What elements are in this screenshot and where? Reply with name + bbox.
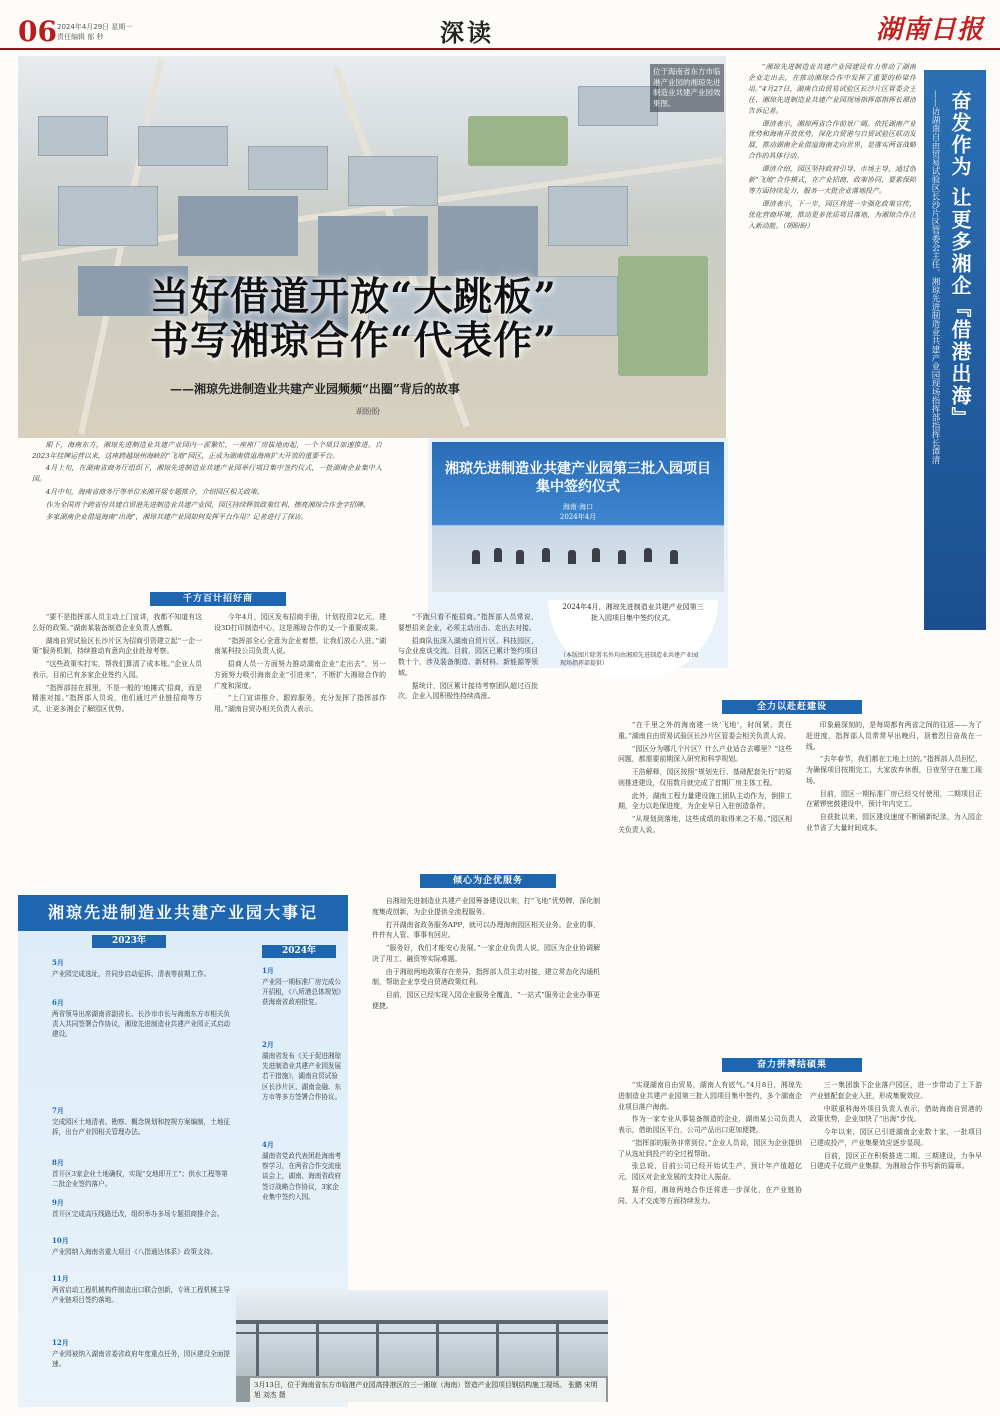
headline (150, 275, 710, 363)
body-paragraph: 作为一家专业从事装备制造的企业，湖南某公司负责人表示，借助园区平台，公司产品出口更加便捷。 (618, 1115, 802, 1135)
timeline-text: 产业园被纳入湖南省委省政府年度重点任务，园区建设全面提速。 (52, 1349, 231, 1369)
editor-credit: 责任编辑 郁 秒 (57, 33, 104, 41)
timeline-month: 4月 (262, 1140, 274, 1149)
subheadline: ——湘琼先进制造业共建产业园频频“出圈”背后的故事 (170, 382, 460, 396)
body-paragraph: “在千里之外的海南建一块‘飞地’，时间紧、责任重。”湖南自由贸易试验区长沙片区管委会相关负责人说。 (618, 721, 792, 740)
photo-caption (250, 1378, 606, 1402)
body-paragraph: “上门宣讲推介、跟踪服务，充分发挥了指挥部作用。”湖南自贸办相关负责人表示。 (214, 694, 386, 714)
newspaper-logo: 湖南日报 (876, 15, 985, 45)
body-paragraph: 据统计，园区累计接待考察团队超过百批次，企业入园积极性持续高涨。 (398, 681, 538, 701)
text-column (214, 612, 386, 884)
issue-date: 2024年4月29日 星期一 (57, 23, 133, 31)
body-paragraph: 打开湖南省政务服务APP，就可以办理海南园区相关业务。企业的事，件件有人管、事事有回应。 (372, 920, 600, 940)
timeline-month: 6月 (52, 998, 64, 1007)
headline-line-1: 当好借道开放“大跳板” (150, 274, 557, 320)
timeline-month: 10月 (52, 1236, 69, 1245)
timeline-entry (52, 1338, 232, 1369)
body-paragraph: 由于湘琼两地政策存在差异，指挥部人员主动对接，建立常态化沟通机制，帮助企业享受自贸港政策红利。 (372, 967, 600, 987)
interview-banner (924, 70, 986, 630)
intro-paragraph: 4月上旬，在湖南省商务厅组织下，湘琼先进制造业共建产业园举行项目集中签约仪式，一批湖南企业集中入园。 (32, 464, 382, 484)
photo-credit-note: （本版图片除署名外均由湘琼先进制造业共建产业园现场指挥部提供） (560, 652, 699, 668)
timeline-text: 产业园纳入海南省重大项目《八指通达体系》政策支持。 (52, 1247, 217, 1256)
timeline-entry (52, 1236, 232, 1257)
text-column (618, 1080, 802, 1404)
hero-caption: 位于海南省东方市临港产业园的湘琼先进制造业共建产业园效果图。 (650, 64, 724, 112)
text-column (372, 896, 600, 1284)
body-paragraph: 今年以来，园区已引进湖南企业数十家，一批项目已建成投产，产业集聚效应逐步显现。 (810, 1128, 982, 1147)
timeline-text: 产业园完成选址，并同步启动征拆、清表等前期工作。 (52, 969, 211, 978)
interview-subtitle: ——访湖南自由贸易试验区长沙片区管委会主任、湘琼先进制造业共建产业园现场指挥部指挥长谭清 (930, 90, 940, 464)
timeline-month: 5月 (52, 958, 64, 967)
body-paragraph: “园区分为哪几个片区？什么产业适合去哪里？”这些问题，都需要前期深入研究和科学规划。 (618, 744, 792, 764)
interview-paragraph: 谭清介绍，园区坚持政府引导、市场主导，通过创新“飞地”合作模式，在产业招商、政策协同、要素保障等方面持续发力，服务一大批企业落地投产。 (748, 165, 916, 195)
body-paragraph: “从规划到落地，这些成绩的取得来之不易。”园区相关负责人说。 (618, 815, 792, 834)
body-paragraph: 目前，园区一期标准厂房已经交付使用，二期项目正在紧锣密鼓建设中，预计年内完工。 (806, 789, 982, 809)
timeline-text: 首开区3家企业土地确权，实现“交地即开工”；供水工程等第二批企业签约落户。 (52, 1169, 228, 1189)
section-heading-recruit: 千方百计招好商 (150, 592, 286, 606)
timeline-month: 2月 (262, 1040, 274, 1049)
page-number: 06 (18, 15, 57, 48)
body-paragraph: 据介绍，湘琼两地合作还将进一步深化，在产业链协同、人才交流等方面持续发力。 (618, 1185, 802, 1205)
timeline-entry (52, 1198, 232, 1219)
body-paragraph: 王浩解释，园区按照“规划先行、基础配套先行”的原则推进建设，仅用数月就完成了首期厂房主体工程。 (618, 768, 792, 787)
section-heading-construction: 全力以赴赶建设 (722, 700, 862, 714)
signing-caption-text: 2024年4月，湘琼先进制造业共建产业园第三批入园项目集中签约仪式。 (562, 603, 704, 622)
timeline-entry (52, 998, 232, 1040)
intro-paragraph: 多家湖南企业借道海南“出海”，湘琼共建产业园如何发挥平台作用？记者进行了探访。 (45, 513, 308, 522)
timeline-entry (52, 958, 232, 979)
body-paragraph: 招商队伍深入湖南自贸片区、科技园区，与企业座谈交流。目前，园区已累计签约项目数十个，涉及装备制造、新材料、新能源等领域。 (398, 636, 538, 677)
signing-banner-meta (440, 502, 716, 522)
signing-date: 2024年4月 (559, 513, 597, 521)
intro-paragraph: 作为全国首个跨省份共建自贸港先进制造业共建产业园，园区持续释放政策红利、擦亮湘琼合作金字招牌。 (45, 500, 370, 509)
text-column (806, 720, 982, 1028)
body-paragraph: “指挥部挂在那里，不是一般的‘地摊式’招商，而是精准对接。”指挥部人员说，他们通过产业链招商等方式，让更多湘企了解园区优势。 (32, 683, 202, 714)
body-paragraph: “指挥部全心全意为企业着想，让我们放心入驻。”湖南某科技公司负责人说。 (214, 636, 386, 656)
body-paragraph: “不跑只看不能招商。”指挥部人员常说，要想招来企业，必须主动出击、走出去对接。 (398, 613, 538, 632)
signing-place: 海南·海口 (562, 503, 594, 511)
interview-paragraph: 谭清表示，下一步，园区将进一步强化政策宣传，优化营商环境，推动更多优质项目落地，为湘琼合作注入新动能。（胡盼盼） (748, 199, 916, 230)
timeline-month: 11月 (52, 1274, 69, 1283)
text-column (618, 720, 792, 1028)
body-paragraph: “这些政策实打实，帮我们算清了成本账。”企业人员表示，目前已有多家企业签约入园。 (32, 660, 202, 679)
byline: 胡盼盼 (356, 407, 380, 416)
timeline-title: 湘琼先进制造业共建产业园大事记 (18, 895, 348, 931)
body-paragraph: 湖南自贸试验区长沙片区为招商引资建立起“一企一策”服务机制，持续推动有意向企业赴琼考察。 (32, 636, 202, 656)
body-paragraph: 目前，园区已经实现入园企业服务全覆盖，“一站式”服务让企业办事更便捷。 (372, 991, 600, 1010)
text-column (810, 1080, 982, 1404)
date-line (57, 22, 137, 42)
timeline-text: 湖南省党政代表团赴海南考察学习，在两省合作交流座谈会上，湖南、海南省政府签订战略合作协议，3家企业集中签约入园。 (262, 1151, 342, 1201)
photo-caption-text: 3月13日，位于海南省东方市临港产业园高排港区的三一湘琼（海南）智造产业园项目钢结构施工现场。 (254, 1381, 567, 1389)
timeline-text: 完成园区土地清表、勘察、概念规划和控规方案编制，土地征拆，出台产业园相关管理办法。 (52, 1117, 231, 1137)
body-paragraph: 中联重科海外项目负责人表示，借助海南自贸港的政策优势，企业加快了“出海”步伐。 (810, 1104, 982, 1124)
interview-paragraph: “湘琼先进制造业共建产业园建设有力带动了湖南企业走出去，在推动湘琼合作中发挥了重要的桥梁作用。”4月27日，湖南自由贸易试验区长沙片区管委会主任、湘琼先进制造业共建产业园现场指挥部指挥长谭清告诉记者。 (748, 63, 916, 115)
section-heading-results: 奋力拼搏结硕果 (722, 1058, 862, 1072)
signing-banner-title: 湘琼先进制造业共建产业园第三批入园项目集中签约仪式 (445, 461, 711, 495)
timeline-month: 8月 (52, 1158, 64, 1167)
body-paragraph: “要不是指挥部人员主动上门宣讲，我都不知道有这么好的政策。”湖南某装备制造企业负责人感慨。 (32, 613, 202, 632)
timeline-text: 湖南省发布《关于促进湘琼先进制造业共建产业园发展若干措施》，湖南自贸试验区长沙片区、湖南金融、东方市等多方签署合作协议。 (262, 1051, 342, 1101)
body-paragraph: 目前，园区正在积极推进二期、三期建设，力争早日建成千亿级产业集群，为湘琼合作书写新的篇章。 (810, 1151, 982, 1171)
timeline-entry (262, 966, 342, 1008)
body-paragraph: 今年4月，园区发布招商手册，计划投资2亿元，建设3D打印制造中心，这是湘琼合作的又一个重要成果。 (214, 613, 386, 632)
body-paragraph: “指挥部的服务非常到位。”企业人员说，园区为企业提供了从选址到投产的全过程帮助。 (618, 1138, 802, 1158)
body-paragraph: “去年春节，我们都在工地上过的。”指挥部人员回忆，为确保项目按期完工，大家放弃休假，日夜坚守在施工现场。 (806, 755, 982, 785)
timeline-entry (52, 1106, 232, 1137)
intro-text (32, 440, 382, 570)
headline-line-2: 书写湘琼合作“代表作” (150, 318, 557, 364)
timeline-entry (262, 1140, 342, 1202)
body-paragraph: “服务好，我们才能安心发展。”一家企业负责人说，园区为企业协调解决了用工、融资等实际难题。 (372, 944, 600, 963)
interview-column (748, 62, 916, 624)
timeline-entry (262, 1040, 342, 1102)
body-paragraph: 自获批以来，园区建设速度不断刷新纪录，为入园企业节省了大量时间成本。 (806, 813, 982, 832)
interview-title: 奋发作为 让更多湘企『借港出海』 (948, 90, 972, 429)
body-paragraph: 招商人员一方面努力推动湖南企业“走出去”，另一方面努力吸引海南企业“引进来”，不断扩大湘琼合作的广度和深度。 (214, 660, 386, 690)
timeline-month: 9月 (52, 1198, 64, 1207)
timeline-month: 7月 (52, 1106, 64, 1115)
intro-paragraph: 4月中旬，海南省商务厅等单位来湘开展专题推介，介绍园区相关政策。 (45, 487, 264, 496)
photo-credit: 张鹏 宋明旭 刘杰 摄 (254, 1381, 598, 1400)
text-column (398, 612, 538, 884)
body-paragraph: “实现湖南自由贸易，湖南人有底气。”4月8日，湘琼先进制造业共建产业园第三批入园项目集中签约，多个湖南企业项目落户海南。 (618, 1081, 802, 1111)
signing-photo (432, 442, 724, 592)
body-paragraph: 张总说，目前公司已经开始试生产，预计年产值超亿元，园区对企业发展的支持让人振奋。 (618, 1162, 802, 1182)
page-header (0, 0, 1000, 50)
timeline-month: 1月 (262, 966, 274, 975)
section-heading-service: 倾心为企优服务 (420, 874, 556, 888)
body-paragraph: 三一集团旗下企业落户园区，进一步带动了上下游产业链配套企业入驻，形成集聚效应。 (810, 1081, 982, 1100)
text-column (32, 612, 202, 884)
timeline-text: 产业园一期标准厂房完成公开招租，《八所港总体规划》获海南省政府批复。 (262, 977, 342, 1007)
timeline-text: 两省启动工程机械构件制造出口联合创新，专班工程机械主导产业链项目签约落地。 (52, 1285, 231, 1305)
timeline-year-2024: 2024年 (262, 945, 336, 958)
interview-paragraph: 谭清表示，湘琼两省合作前景广阔。依托湖南产业优势和海南开放优势，深化自贸港与自贸试验区联动发展，推动湖南企业借道海南走向世界，是落实两省战略合作的具体行动。 (748, 119, 916, 161)
body-paragraph: 印象最深刻的，是每周都有两省之间的往返——为了赶进度，指挥部人员常常早出晚归，顶着烈日奋战在一线。 (806, 721, 982, 751)
body-paragraph: 此外，湖南工程力量建设施工团队主动作为，倒排工期，全力以赴保进度，为企业早日入驻创造条件。 (618, 791, 792, 811)
timeline-text: 两省领导出席湖南省副省长、长沙市市长与海南东方市相关负责人共同签署合作协议，湘琼先进制造业共建产业园正式启动建设。 (52, 1009, 231, 1039)
timeline-entry (52, 1158, 232, 1189)
timeline-text: 首开区完成高压线路迁改，组织举办多场专题招商推介会。 (52, 1209, 224, 1218)
intro-paragraph: 眼下，海南东方，湘琼先进制造业共建产业园内一派繁忙，一座座厂房拔地而起，一个个项目加速推进。自2023年挂牌运营以来，这座跨越琼州海峡的“飞地”园区，正成为湖南借道海南扩大开放的重要平台。 (32, 441, 382, 460)
timeline-entry (52, 1274, 232, 1305)
section-title: 深读 (440, 18, 494, 47)
timeline-year-2023: 2023年 (92, 935, 166, 948)
body-paragraph: 自湘琼先进制造业共建产业园筹备建设以来，打“飞地”优势牌，深化制度集成创新，为企业提供全流程服务。 (372, 897, 600, 916)
timeline-month: 12月 (52, 1338, 69, 1347)
